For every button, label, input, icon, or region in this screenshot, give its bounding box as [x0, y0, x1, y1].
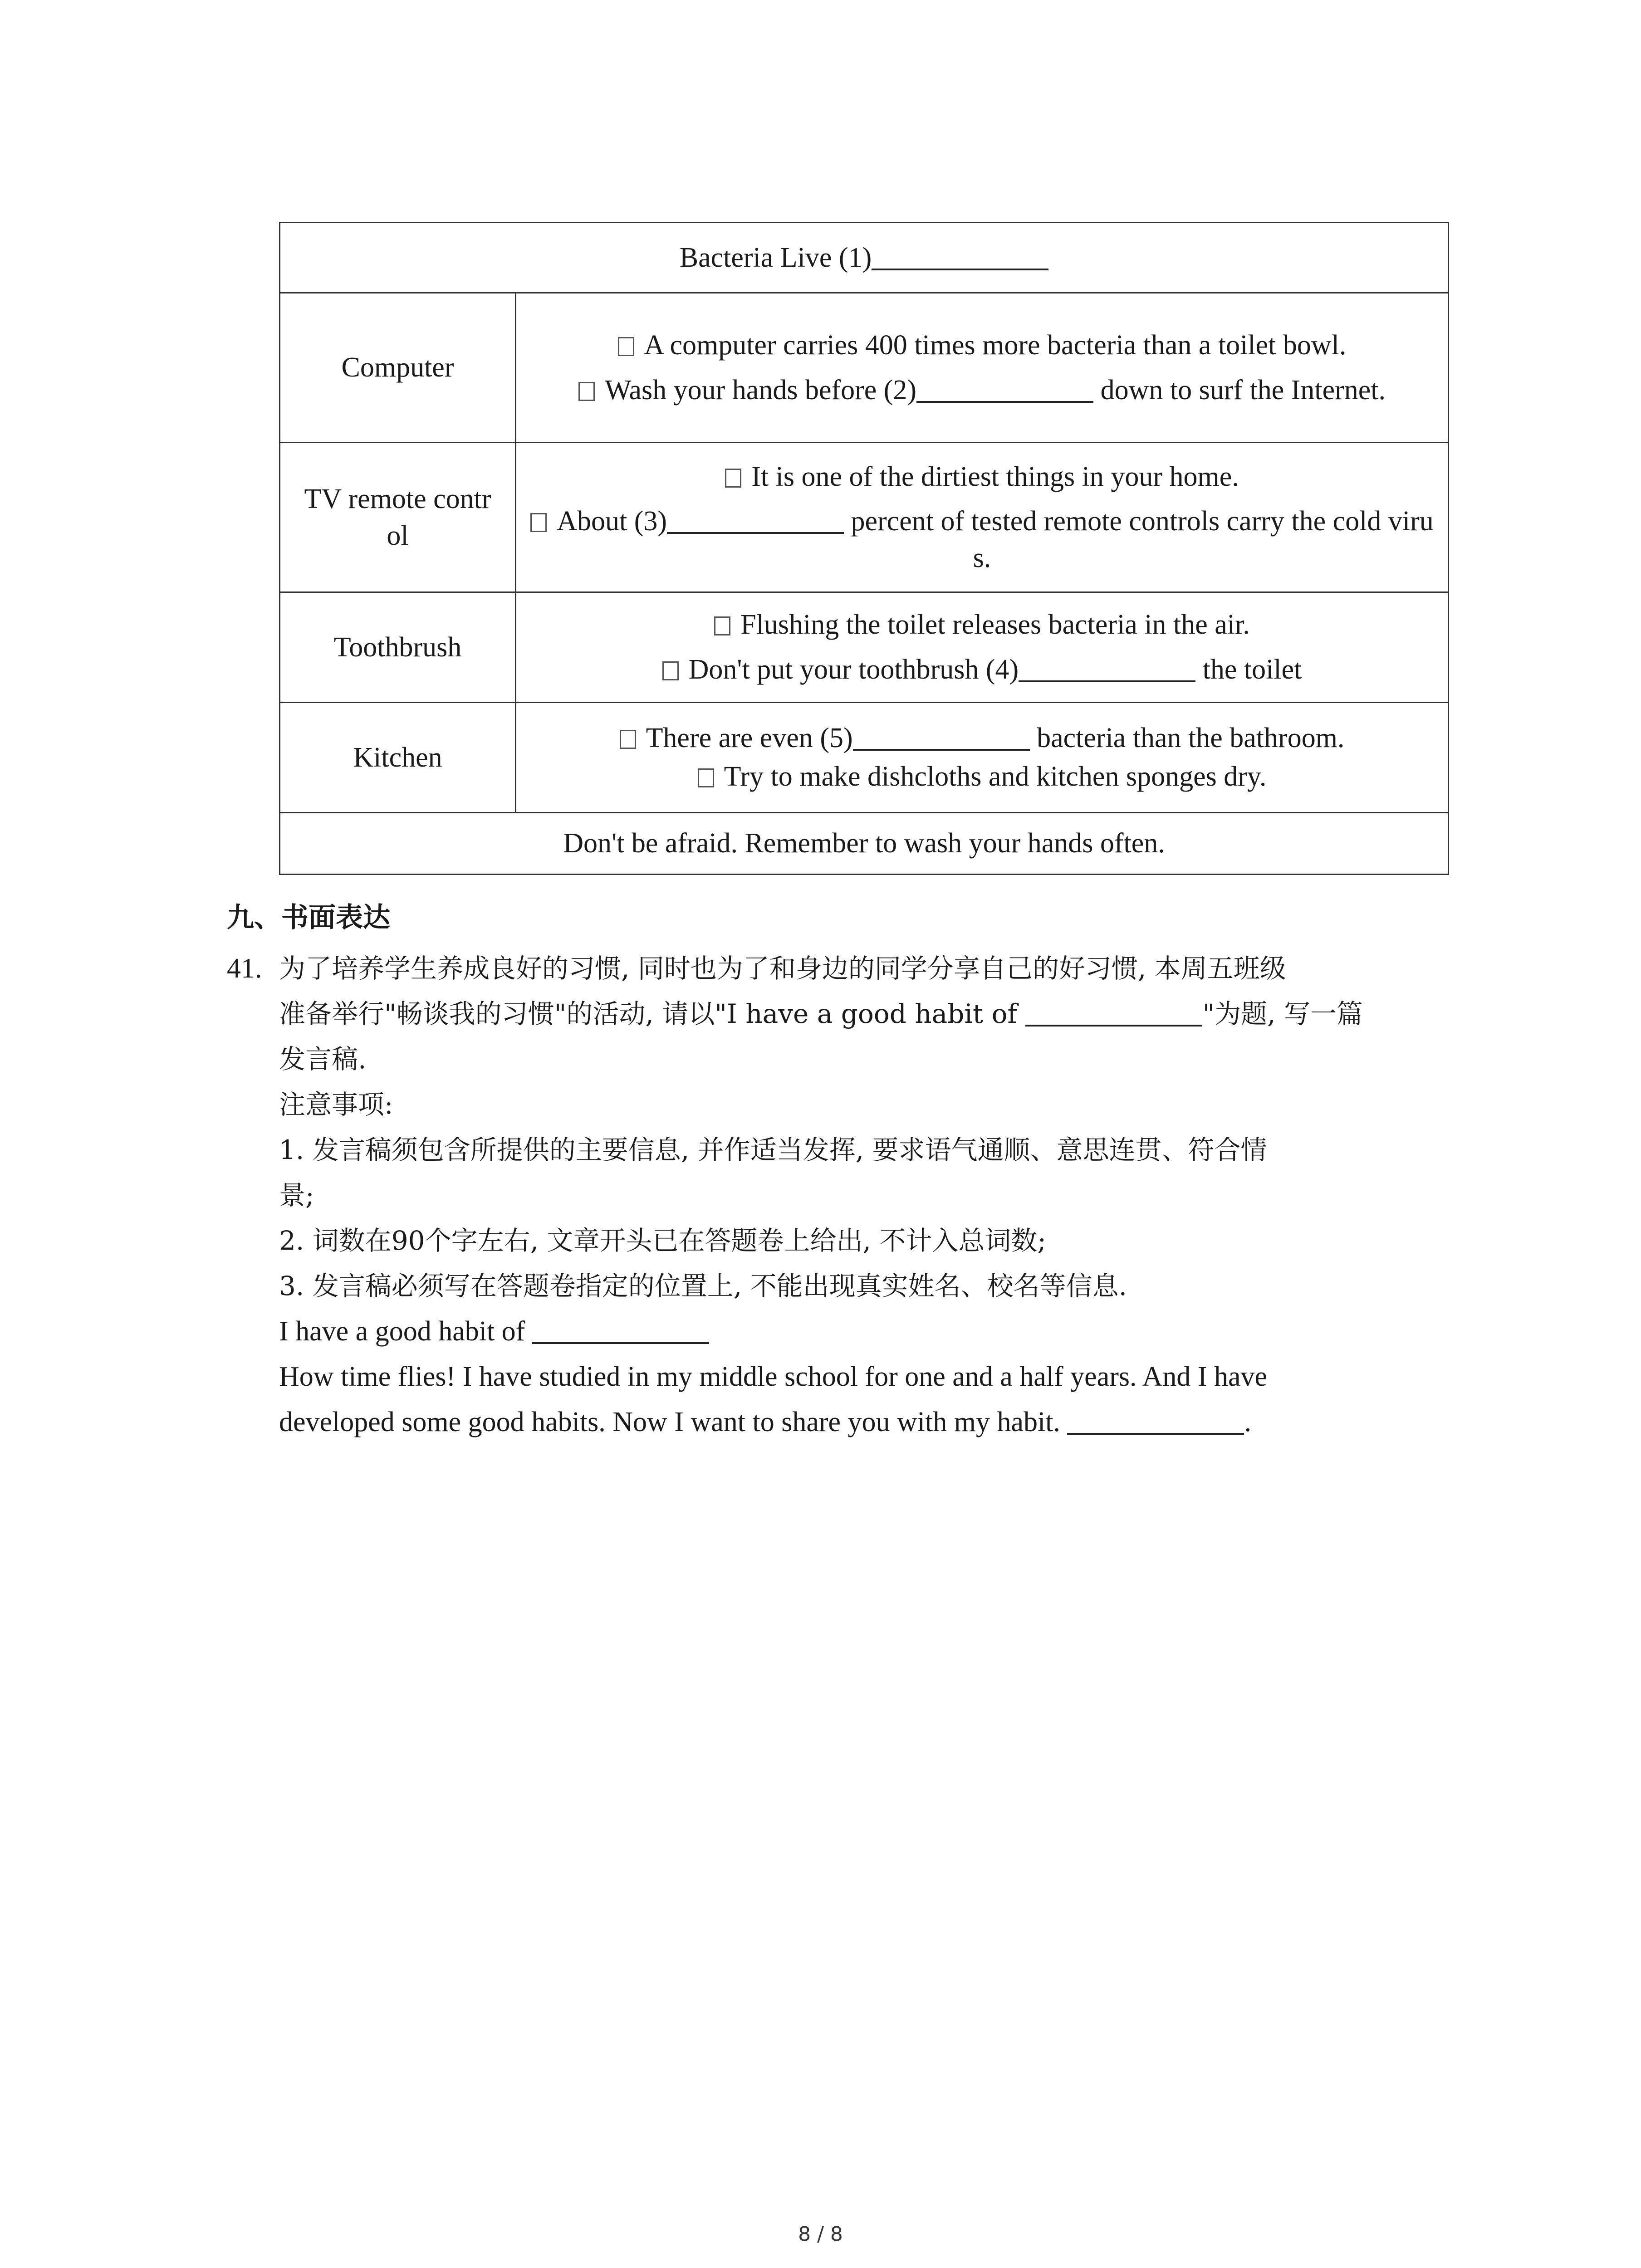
essay-body-line: developed some good habits. Now I want to share you with my habit. .: [279, 1407, 1251, 1437]
question-prompt: [279, 946, 1468, 1445]
table-footer: Don't be afraid. Remember to wash your hands often.: [280, 813, 1449, 875]
note-item: 2. 词数在90个字左右, 文章开头已在答题卷上给出, 不计入总词数;: [279, 1225, 1046, 1256]
checkbox-square-icon: [530, 513, 547, 532]
table-header-row: [280, 223, 1449, 293]
answer-blank-3[interactable]: [667, 506, 844, 534]
row-content: [516, 592, 1449, 703]
table-footer-row: [280, 813, 1449, 875]
checkbox-square-icon: [698, 768, 714, 787]
notes-title: 注意事项:: [279, 1089, 393, 1120]
table-row: [280, 703, 1449, 813]
row-content: [516, 293, 1449, 443]
bullet-line: Don't put your toothbrush (4) the toilet: [524, 651, 1440, 688]
checkbox-square-icon: [618, 337, 634, 356]
table-row: [280, 592, 1449, 703]
bullet-line: Try to make dishcloths and kitchen sponges dry.: [524, 758, 1440, 795]
note-item: 1. 发言稿须包含所提供的主要信息, 并作适当发挥, 要求语气通顺、意思连贯、符合情: [279, 1134, 1267, 1165]
bacteria-table: [279, 222, 1449, 875]
table-title-cell: [280, 223, 1449, 293]
row-label: Computer: [280, 293, 516, 443]
checkbox-square-icon: [578, 382, 595, 401]
question-number: 41.: [227, 953, 262, 984]
checkbox-square-icon: [620, 730, 636, 749]
answer-blank-2[interactable]: [916, 375, 1093, 403]
essay-title-line: I have a good habit of: [279, 1309, 1468, 1354]
checkbox-square-icon: [714, 616, 730, 635]
prompt-line: 为了培养学生养成良好的习惯, 同时也为了和身边的同学分享自己的好习惯, 本周五班级: [279, 953, 1286, 984]
prompt-line: 准备举行"畅谈我的习惯"的活动, 请以"I have a good habit of "为题, 写一篇: [279, 998, 1363, 1029]
table-title: Bacteria Live (1): [679, 242, 872, 273]
note-item: 景;: [279, 1180, 314, 1211]
bullet-line: Wash your hands before (2) down to surf the Internet.: [524, 372, 1440, 409]
title-blank[interactable]: [1025, 998, 1202, 1026]
bullet-line: Flushing the toilet releases bacteria in the air.: [524, 606, 1440, 643]
row-content: [516, 443, 1449, 592]
table-row: [280, 293, 1449, 443]
answer-blank-5[interactable]: [853, 723, 1030, 751]
essay-body-line: How time flies! I have studied in my middle school for one and a half years. And I have: [279, 1361, 1268, 1392]
essay-title-blank[interactable]: [532, 1316, 709, 1344]
answer-blank-1[interactable]: [872, 242, 1048, 270]
prompt-line: 发言稿.: [279, 1044, 367, 1075]
answer-blank-4[interactable]: [1019, 654, 1195, 682]
row-content: [516, 703, 1449, 813]
checkbox-square-icon: [662, 661, 679, 680]
row-label: Toothbrush: [280, 592, 516, 703]
bullet-line: About (3) percent of tested remote controls carry the cold virus.: [524, 503, 1440, 576]
bullet-line: There are even (5) bacteria than the bathroom.: [524, 720, 1440, 757]
row-label: TV remote control: [280, 443, 516, 592]
row-label: Kitchen: [280, 703, 516, 813]
table-row: [280, 443, 1449, 592]
bullet-line: A computer carries 400 times more bacteria than a toilet bowl.: [524, 327, 1440, 364]
essay-body-blank[interactable]: [1067, 1407, 1244, 1435]
checkbox-square-icon: [725, 469, 741, 488]
page-number: 8 / 8: [798, 2223, 843, 2246]
section-heading: 九、书面表达: [227, 902, 390, 934]
bullet-line: It is one of the dirtiest things in your home.: [524, 459, 1440, 495]
note-item: 3. 发言稿必须写在答题卷指定的位置上, 不能出现真实姓名、校名等信息.: [279, 1271, 1127, 1301]
